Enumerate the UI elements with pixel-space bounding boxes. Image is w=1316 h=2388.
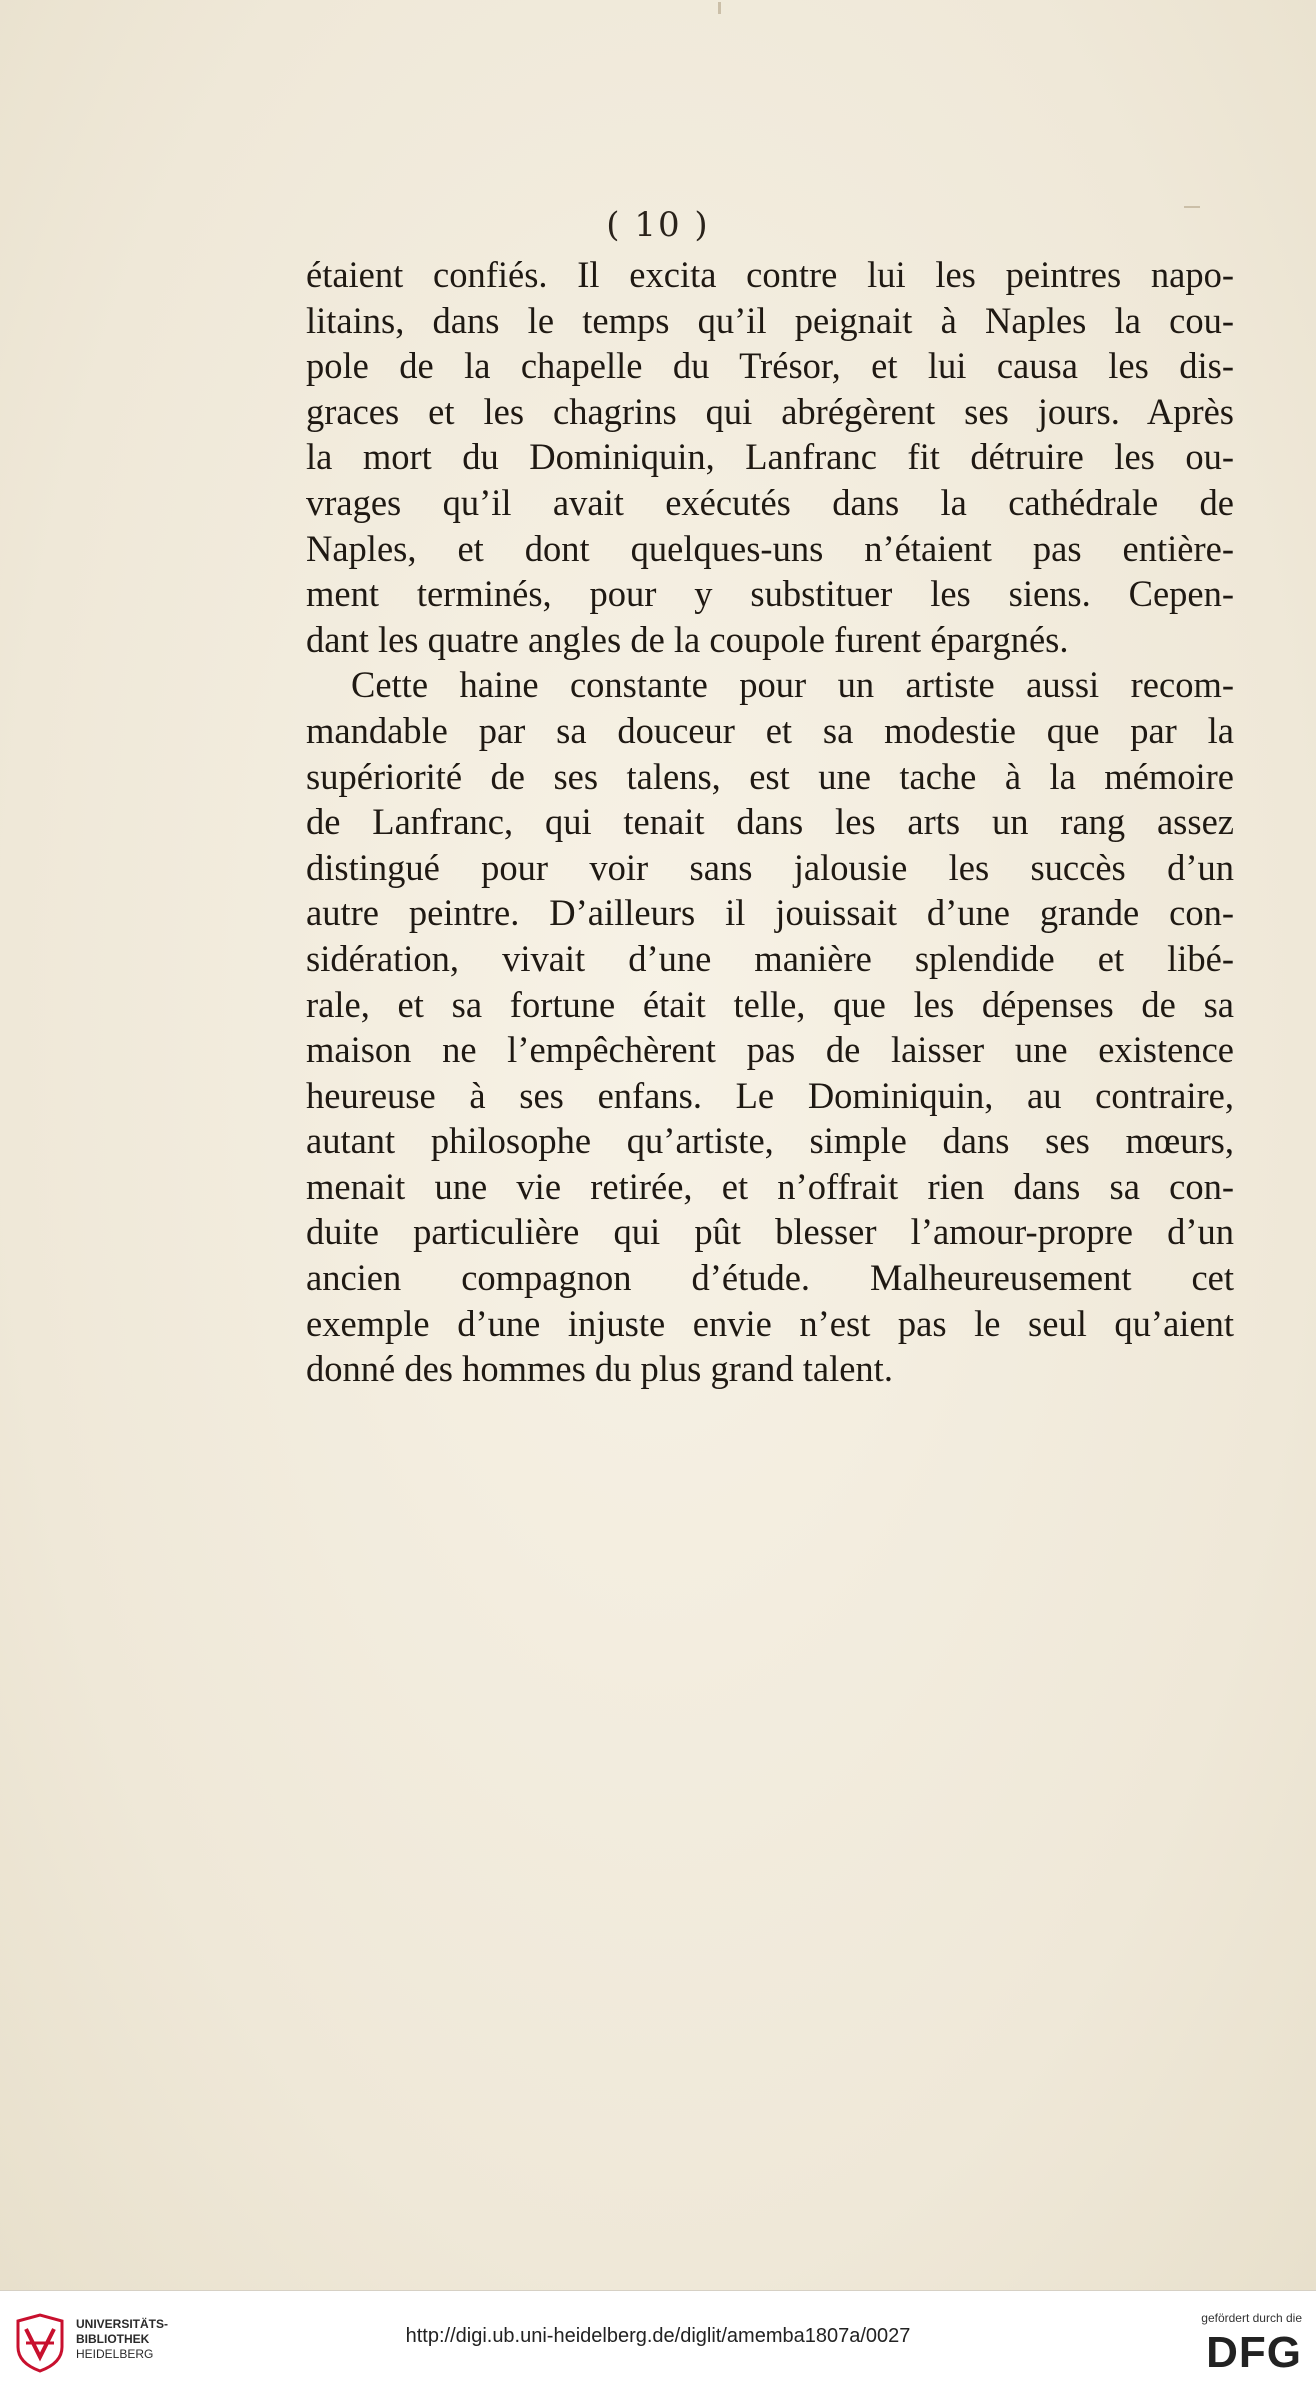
text-line: maison ne l’empêchèrent pas de laisser une existence xyxy=(306,1029,1234,1071)
text-line: étaient confiés. Il excita contre lui les peintres napo- xyxy=(306,254,1234,295)
text-line: heureuse à ses enfans. Le Dominiquin, au contraire, xyxy=(306,1074,1234,1116)
text-line: ment terminés, pour y substituer les siens. Cepen- xyxy=(306,573,1234,615)
library-name-line: BIBLIOTHEK xyxy=(76,2332,150,2346)
text-line: graces et les chagrins qui abrégèrent ses jours. Après xyxy=(306,390,1234,432)
text-line: duite particulière qui pût blesser l’amour-propre d’un xyxy=(306,1211,1234,1253)
text-line: sidération, vivait d’une manière splendide et libé- xyxy=(306,937,1234,979)
text-line: litains, dans le temps qu’il peignait à Naples la cou- xyxy=(306,299,1234,341)
text-line: menait une vie retirée, et n’offrait rien dans sa con- xyxy=(306,1165,1234,1207)
text-line: pole de la chapelle du Trésor, et lui causa les dis- xyxy=(306,345,1234,387)
text-line: distingué pour voir sans jalousie les succès d’un xyxy=(306,846,1234,888)
text-line: rale, et sa fortune était telle, que les dépenses de sa xyxy=(306,983,1234,1025)
text-line: exemple d’une injuste envie n’est pas le seul qu’aient xyxy=(306,1302,1234,1344)
permalink-url[interactable]: http://digi.ub.uni-heidelberg.de/diglit/amemba1807a/0027 xyxy=(405,2325,911,2347)
text-line: vrages qu’il avait exécutés dans la cathédrale de xyxy=(306,481,1234,523)
library-name-line: HEIDELBERG xyxy=(76,2347,154,2361)
text-line: Naples, et dont quelques-uns n’étaient pas entière- xyxy=(306,527,1234,569)
text-line: la mort du Dominiquin, Lanfranc fit détruire les ou- xyxy=(306,436,1234,478)
text-line: Cette haine constante pour un artiste aussi recom- xyxy=(351,664,1234,706)
page-number: ( 10 ) xyxy=(606,205,710,245)
body-text xyxy=(306,252,1234,1392)
text-line: autant philosophe qu’artiste, simple dans ses mœurs, xyxy=(306,1120,1234,1162)
dfg-logo[interactable]: DFG xyxy=(1206,2328,1302,2377)
text-line: autre peintre. D’ailleurs il jouissait d’une grande con- xyxy=(306,892,1234,934)
scan-mark xyxy=(718,2,721,14)
viewer-footer xyxy=(0,2290,1316,2388)
text-line: mandable par sa douceur et sa modestie que par la xyxy=(306,709,1234,751)
show-through-text xyxy=(300,1360,1230,1980)
text-line: supériorité de ses talens, est une tache à la mémoire xyxy=(306,755,1234,797)
library-name-line: UNIVERSITÄTS- xyxy=(76,2317,169,2331)
text-line: de Lanfranc, qui tenait dans les arts un rang assez xyxy=(306,801,1234,843)
funding-label: gefördert durch die xyxy=(1201,2311,1302,2325)
text-line: dant les quatre angles de la coupole furent épargnés. xyxy=(306,618,1069,660)
text-line: ancien compagnon d’étude. Malheureusement cet xyxy=(306,1257,1234,1299)
text-line: donné des hommes du plus grand talent. xyxy=(306,1348,893,1390)
